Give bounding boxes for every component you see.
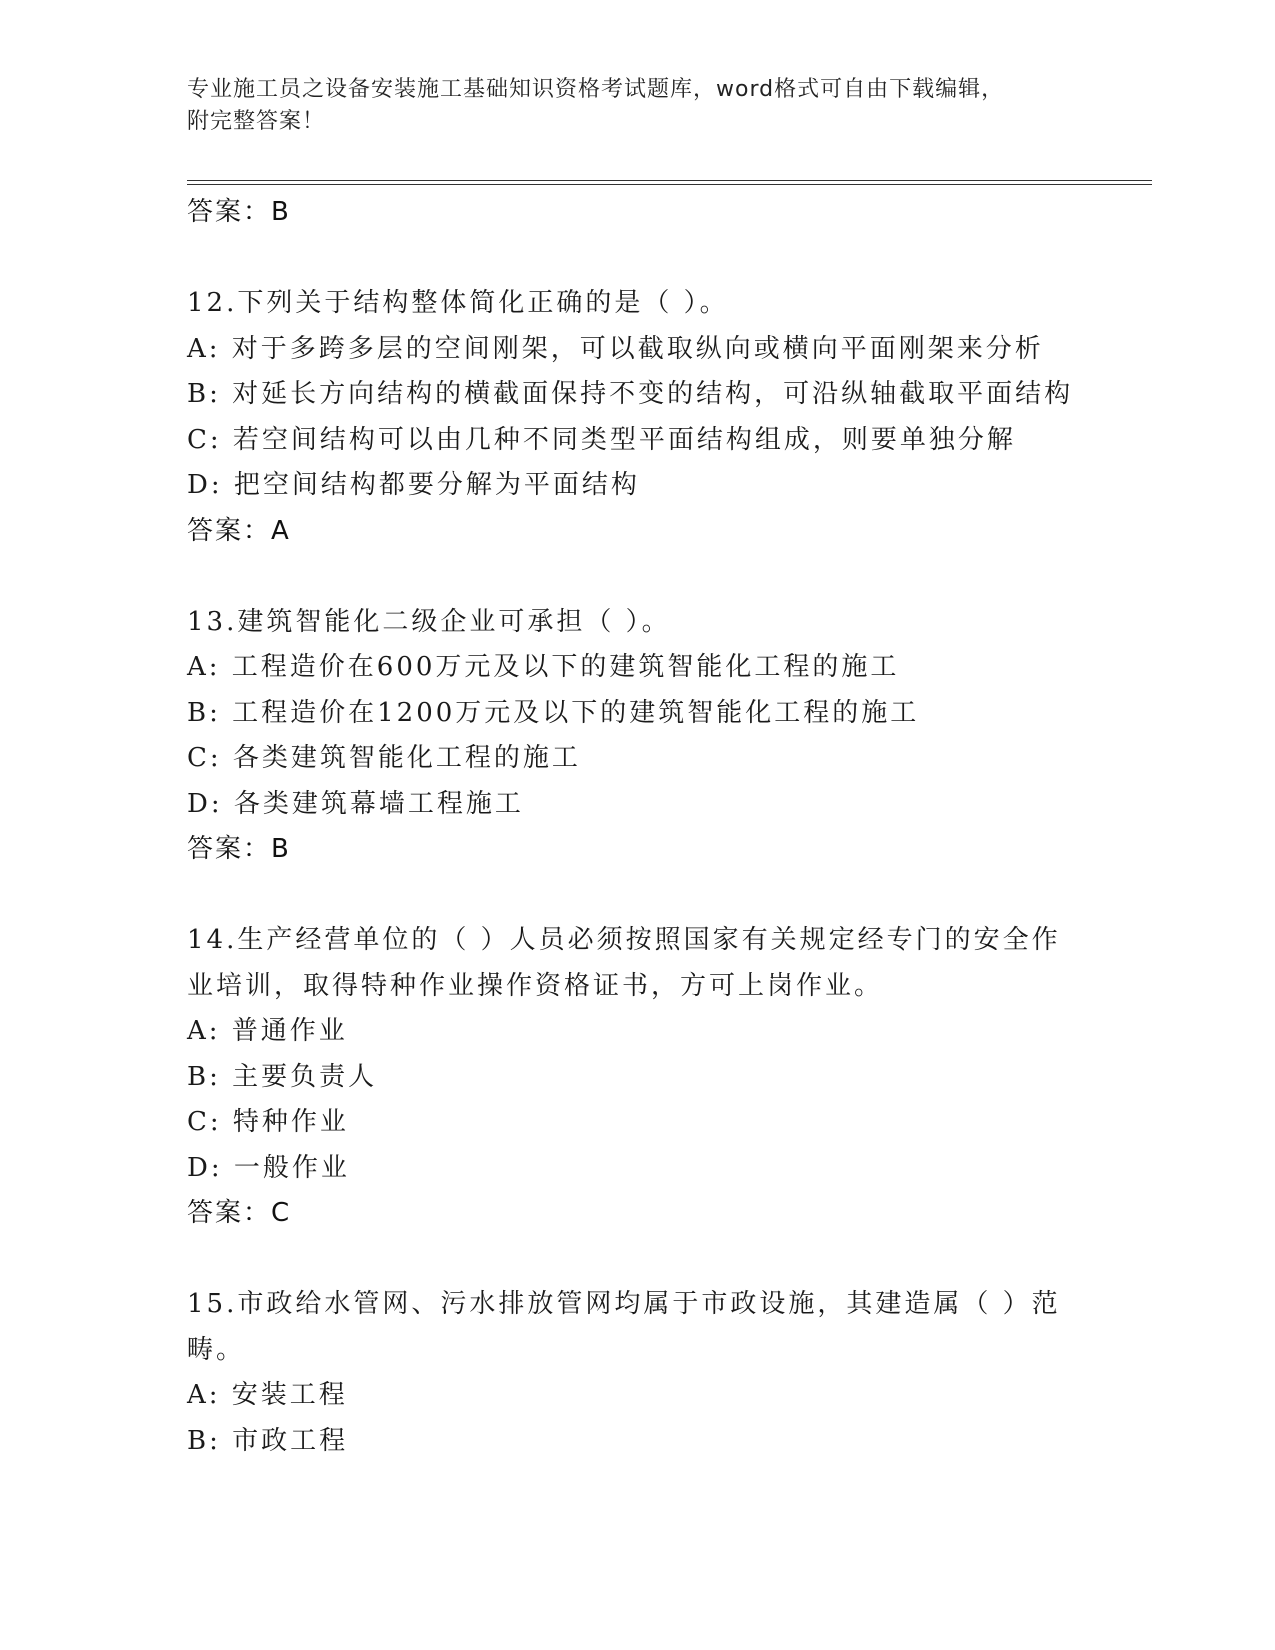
question-stem: 12.下列关于结构整体简化正确的是（ ）。 xyxy=(187,288,729,318)
question-list xyxy=(187,190,1087,1464)
option-b: B: 市政工程 xyxy=(187,1425,349,1456)
previous-answer: 答案：B xyxy=(187,197,291,227)
question-block-13 xyxy=(187,600,1087,873)
option-b: B: 对延长方向结构的横截面保持不变的结构，可沿纵轴截取平面结构 xyxy=(187,379,1074,409)
header-divider-top xyxy=(187,180,1152,181)
option-b: B: 工程造价在1200万元及以下的建筑智能化工程的施工 xyxy=(187,697,920,728)
question-stem-line-1: 14.生产经营单位的（ ）人员必须按照国家有关规定经专门的安全作 xyxy=(187,925,1061,955)
header-divider-bottom xyxy=(187,184,1152,185)
question-block-14 xyxy=(187,918,1087,1237)
question-block-15 xyxy=(187,1282,1087,1464)
spacer xyxy=(187,1237,1087,1283)
question-stem-line-1: 15.市政给水管网、污水排放管网均属于市政设施，其建造属（ ）范 xyxy=(187,1289,1061,1319)
option-c: C: 各类建筑智能化工程的施工 xyxy=(187,743,581,773)
question-block-12 xyxy=(187,281,1087,554)
question-stem-line-2: 业培训，取得特种作业操作资格证书，方可上岗作业。 xyxy=(187,970,884,1001)
option-a: A: 普通作业 xyxy=(187,1016,348,1046)
header-line-2: 附完整答案！ xyxy=(187,109,326,134)
document-header xyxy=(187,74,1067,138)
option-a: A: 对于多跨多层的空间刚架，可以截取纵向或横向平面刚架来分析 xyxy=(187,333,1044,364)
option-b: B: 主要负责人 xyxy=(187,1061,378,1092)
question-stem: 13.建筑智能化二级企业可承担（ ）。 xyxy=(187,606,671,637)
answer-line: 答案：A xyxy=(187,515,291,546)
header-line-1: 专业施工员之设备安装施工基础知识资格考试题库，word格式可自由下载编辑， xyxy=(187,77,1005,102)
option-c: C: 若空间结构可以由几种不同类型平面结构组成，则要单独分解 xyxy=(187,424,1016,455)
option-d: D: 把空间结构都要分解为平面结构 xyxy=(187,470,640,500)
answer-line: 答案：B xyxy=(187,834,291,864)
spacer xyxy=(187,554,1087,600)
question-stem-line-2: 畴。 xyxy=(187,1334,246,1365)
option-a: A: 工程造价在600万元及以下的建筑智能化工程的施工 xyxy=(187,652,900,682)
option-a: A: 安装工程 xyxy=(187,1380,348,1410)
option-d: D: 一般作业 xyxy=(187,1152,350,1183)
answer-line: 答案：C xyxy=(187,1198,292,1228)
spacer xyxy=(187,236,1087,282)
option-d: D: 各类建筑幕墙工程施工 xyxy=(187,788,524,819)
option-c: C: 特种作业 xyxy=(187,1107,349,1137)
spacer xyxy=(187,873,1087,919)
